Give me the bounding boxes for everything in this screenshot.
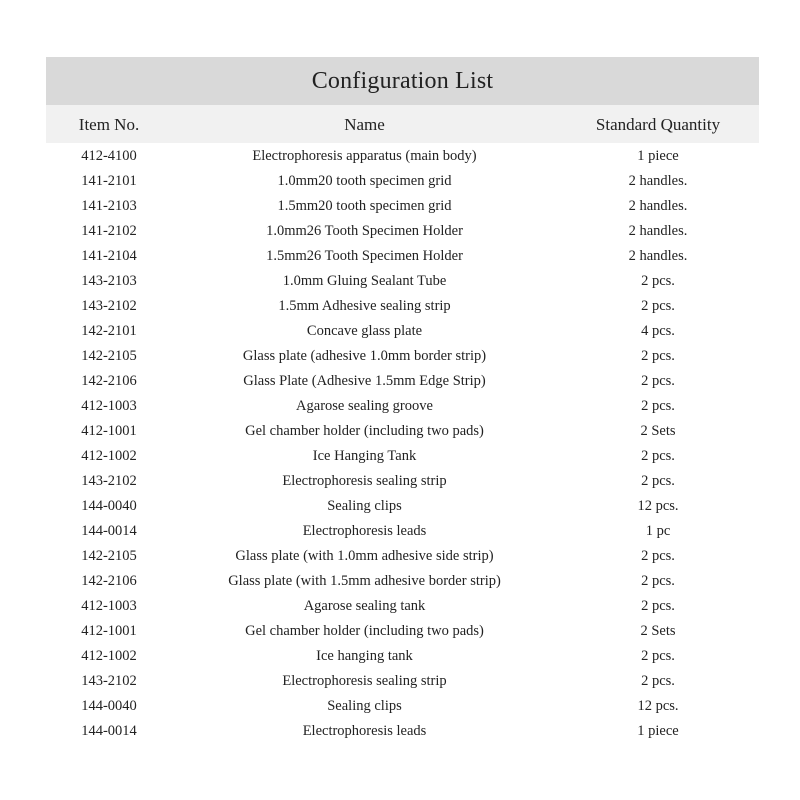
cell-name: Sealing clips <box>327 698 402 714</box>
table-row <box>46 293 759 318</box>
table-row <box>46 543 759 568</box>
table-body <box>46 143 759 743</box>
cell-name: Glass plate (with 1.5mm adhesive border strip) <box>228 573 501 589</box>
cell-name: Electrophoresis leads <box>302 723 427 739</box>
table-row <box>46 368 759 393</box>
table-row <box>46 193 759 218</box>
cell-quantity: 12 pcs. <box>637 698 679 714</box>
cell-name: 1.5mm20 tooth specimen grid <box>277 198 452 214</box>
cell-item-no: 142-2105 <box>81 348 137 364</box>
cell-item-no: 141-2103 <box>81 198 137 214</box>
cell-item-no: 142-2101 <box>81 323 137 339</box>
cell-quantity: 4 pcs. <box>641 323 675 339</box>
cell-name: 1.0mm26 Tooth Specimen Holder <box>266 223 463 239</box>
cell-name: Electrophoresis sealing strip <box>282 673 447 689</box>
table-row <box>46 718 759 743</box>
table-row <box>46 593 759 618</box>
cell-quantity: 2 pcs. <box>641 573 675 589</box>
cell-quantity: 2 handles. <box>628 198 688 214</box>
cell-quantity: 2 pcs. <box>641 548 675 564</box>
table-row <box>46 643 759 668</box>
cell-name: Electrophoresis sealing strip <box>282 473 447 489</box>
table-row <box>46 568 759 593</box>
table-row <box>46 218 759 243</box>
header-name: Name <box>344 115 385 134</box>
cell-quantity: 2 pcs. <box>641 398 675 414</box>
cell-item-no: 143-2102 <box>81 673 137 689</box>
cell-name: Electrophoresis apparatus (main body) <box>252 148 477 164</box>
header-item-no: Item No. <box>78 115 140 134</box>
cell-quantity: 2 handles. <box>628 223 688 239</box>
header-standard-quantity: Standard Quantity <box>595 115 721 134</box>
cell-quantity: 12 pcs. <box>637 498 679 514</box>
cell-quantity: 2 pcs. <box>641 373 675 389</box>
cell-name: 1.5mm26 Tooth Specimen Holder <box>266 248 463 264</box>
table-row <box>46 493 759 518</box>
cell-name: Agarose sealing tank <box>303 598 426 614</box>
cell-item-no: 412-1001 <box>81 423 137 439</box>
cell-quantity: 2 pcs. <box>641 298 675 314</box>
cell-item-no: 142-2106 <box>81 373 137 389</box>
table-row <box>46 243 759 268</box>
cell-name: 1.0mm20 tooth specimen grid <box>277 173 452 189</box>
cell-quantity: 2 pcs. <box>641 598 675 614</box>
cell-name: Glass plate (with 1.0mm adhesive side strip) <box>235 548 494 564</box>
cell-name: Gel chamber holder (including two pads) <box>245 623 484 639</box>
cell-item-no: 141-2101 <box>81 173 137 189</box>
cell-item-no: 143-2103 <box>81 273 137 289</box>
table-row <box>46 468 759 493</box>
cell-quantity: 2 pcs. <box>641 648 675 664</box>
cell-name: Concave glass plate <box>306 323 423 339</box>
cell-name: Agarose sealing groove <box>296 398 433 414</box>
cell-item-no: 142-2106 <box>81 573 137 589</box>
table-row <box>46 443 759 468</box>
cell-item-no: 142-2105 <box>81 548 137 564</box>
cell-quantity: 2 pcs. <box>641 448 675 464</box>
table-row <box>46 518 759 543</box>
table-header <box>46 105 759 143</box>
cell-name: Glass Plate (Adhesive 1.5mm Edge Strip) <box>243 373 486 389</box>
table-title: Configuration List <box>311 67 494 94</box>
cell-item-no: 144-0040 <box>81 698 137 714</box>
cell-quantity: 1 piece <box>637 723 679 739</box>
cell-item-no: 412-1002 <box>81 448 137 464</box>
cell-name: Ice hanging tank <box>316 648 413 664</box>
cell-quantity: 1 pc <box>645 523 671 539</box>
table-row <box>46 668 759 693</box>
cell-name: Ice Hanging Tank <box>312 448 417 464</box>
table-row <box>46 393 759 418</box>
cell-item-no: 143-2102 <box>81 298 137 314</box>
table-row <box>46 418 759 443</box>
cell-quantity: 2 pcs. <box>641 348 675 364</box>
cell-name: Gel chamber holder (including two pads) <box>245 423 484 439</box>
cell-quantity: 2 handles. <box>628 248 688 264</box>
cell-item-no: 412-1001 <box>81 623 137 639</box>
table-row <box>46 618 759 643</box>
table-row <box>46 318 759 343</box>
cell-name: 1.0mm Gluing Sealant Tube <box>282 273 447 289</box>
cell-name: Electrophoresis leads <box>302 523 427 539</box>
table-row <box>46 268 759 293</box>
table-row <box>46 693 759 718</box>
cell-item-no: 144-0014 <box>81 723 137 739</box>
cell-item-no: 144-0040 <box>81 498 137 514</box>
title-bar <box>46 57 759 105</box>
cell-quantity: 1 piece <box>637 148 679 164</box>
cell-quantity: 2 pcs. <box>641 673 675 689</box>
cell-name: 1.5mm Adhesive sealing strip <box>278 298 451 314</box>
cell-item-no: 412-1002 <box>81 648 137 664</box>
cell-quantity: 2 pcs. <box>641 273 675 289</box>
cell-quantity: 2 Sets <box>640 423 676 439</box>
cell-name: Glass plate (adhesive 1.0mm border strip) <box>242 348 487 364</box>
table-row <box>46 143 759 168</box>
cell-item-no: 141-2102 <box>81 223 137 239</box>
cell-item-no: 412-1003 <box>81 598 137 614</box>
cell-name: Sealing clips <box>327 498 402 514</box>
cell-item-no: 143-2102 <box>81 473 137 489</box>
cell-item-no: 412-4100 <box>81 148 137 164</box>
cell-item-no: 141-2104 <box>81 248 137 264</box>
table-row <box>46 343 759 368</box>
cell-item-no: 144-0014 <box>81 523 137 539</box>
cell-quantity: 2 Sets <box>640 623 676 639</box>
cell-quantity: 2 handles. <box>628 173 688 189</box>
cell-quantity: 2 pcs. <box>641 473 675 489</box>
table-row <box>46 168 759 193</box>
cell-item-no: 412-1003 <box>81 398 137 414</box>
